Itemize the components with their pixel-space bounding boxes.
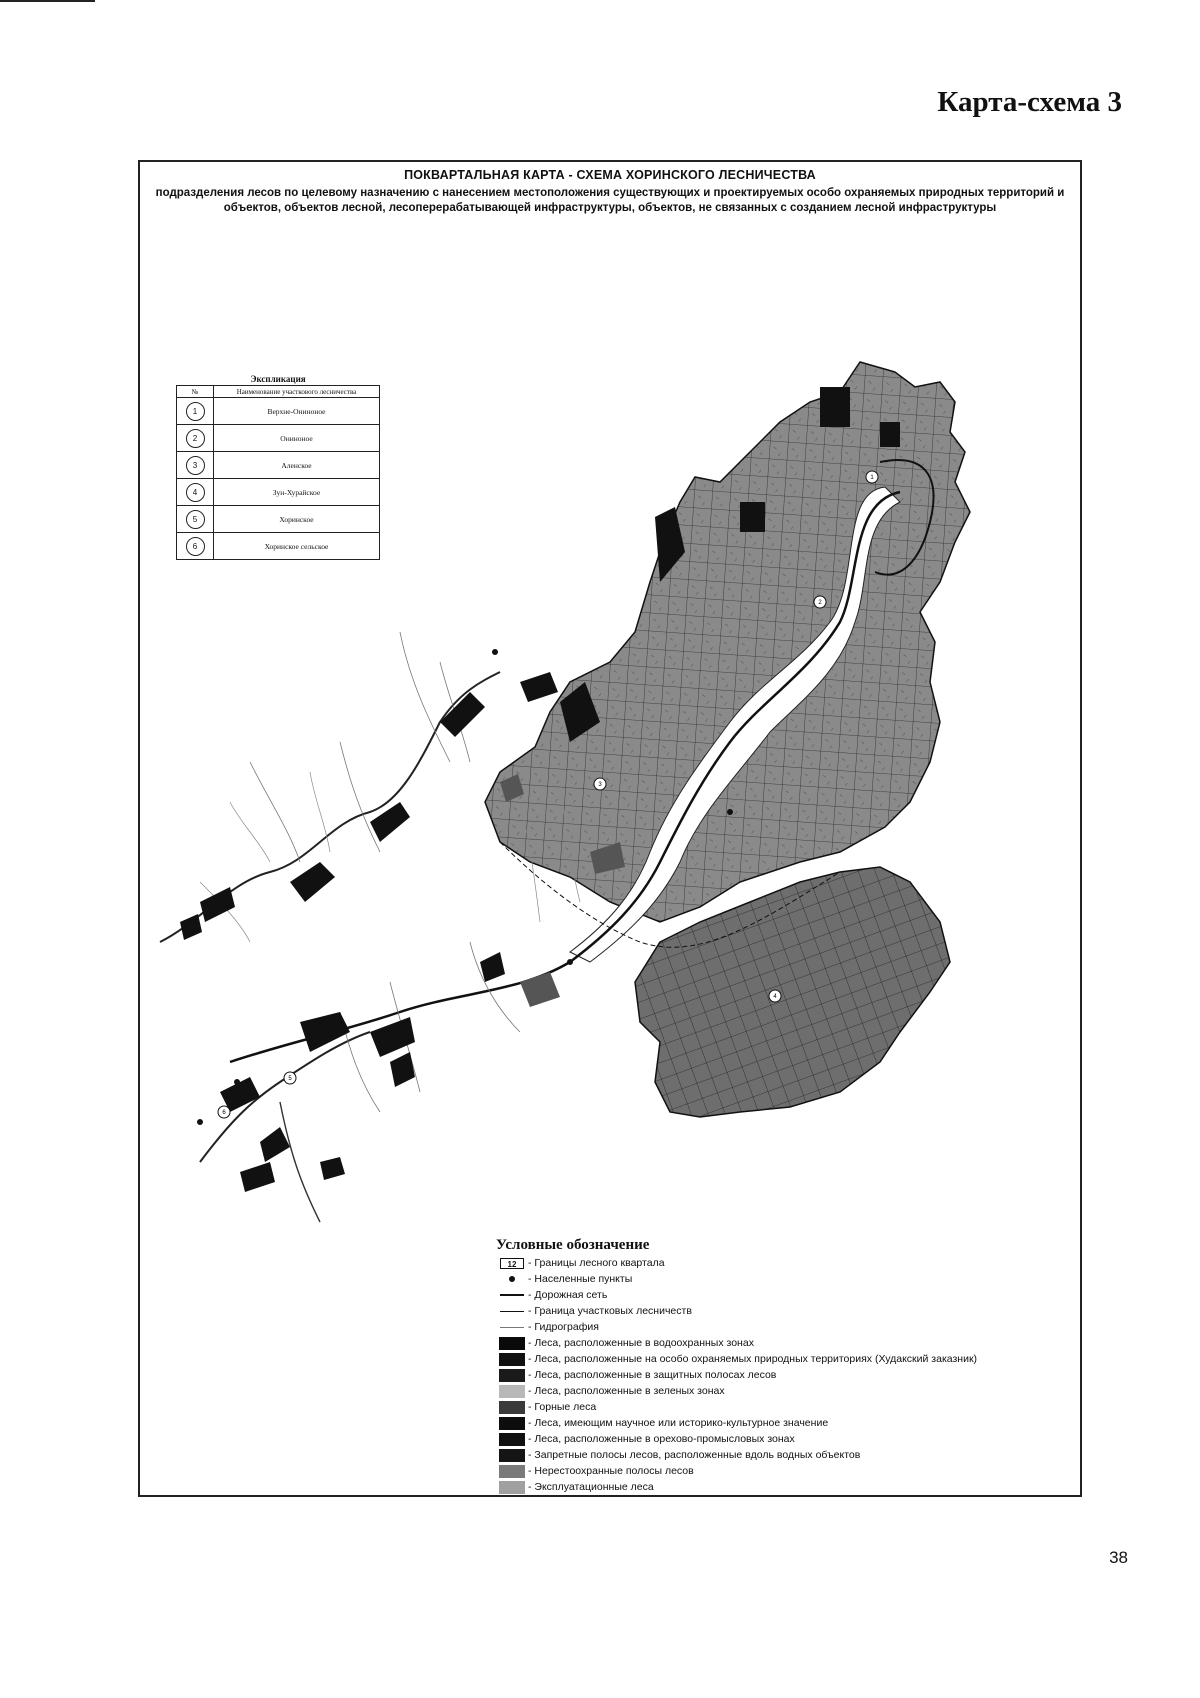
legend-symbol bbox=[496, 1400, 528, 1414]
district-marker-5 bbox=[284, 1072, 296, 1084]
legend-title: Условные обозначение bbox=[496, 1237, 650, 1253]
legend-item bbox=[496, 1447, 1076, 1463]
legend-item bbox=[496, 1399, 1076, 1415]
legend-symbol bbox=[496, 1416, 528, 1430]
quarter-number-sample: 12 bbox=[500, 1258, 524, 1269]
legend-item bbox=[496, 1351, 1076, 1367]
legend-label: - Леса, расположенные в орехово-промысловых зонах bbox=[528, 1433, 795, 1445]
settlement-symbol bbox=[509, 1276, 515, 1282]
fill-swatch bbox=[499, 1433, 525, 1446]
district-number-badge: 2 bbox=[186, 429, 205, 448]
protected-block bbox=[740, 502, 765, 532]
legend-label: - Горные леса bbox=[528, 1401, 597, 1413]
map-title: ПОКВАРТАЛЬНАЯ КАРТА - СХЕМА ХОРИНСКОГО ЛЕСНИЧЕСТВА bbox=[404, 168, 816, 182]
explication-row bbox=[177, 398, 380, 425]
legend-item bbox=[496, 1367, 1076, 1383]
explication-title: Экспликация bbox=[250, 374, 306, 384]
boundary-symbol bbox=[500, 1311, 524, 1312]
legend-symbol bbox=[496, 1384, 528, 1398]
legend-item bbox=[496, 1431, 1076, 1447]
district-marker-4 bbox=[769, 990, 781, 1002]
district-number-badge: 3 bbox=[186, 456, 205, 475]
legend-symbol bbox=[496, 1272, 528, 1286]
legend-label: - Населенные пункты bbox=[528, 1273, 633, 1285]
svg-text:1: 1 bbox=[870, 475, 874, 481]
fill-swatch bbox=[499, 1353, 525, 1366]
svg-text:6: 6 bbox=[222, 1110, 226, 1116]
fill-swatch bbox=[499, 1481, 525, 1494]
fill-swatch bbox=[499, 1417, 525, 1430]
fill-swatch bbox=[499, 1465, 525, 1478]
legend-item bbox=[496, 1319, 1076, 1335]
explication-row bbox=[177, 533, 380, 560]
fill-swatch bbox=[499, 1401, 525, 1414]
protected-block bbox=[820, 387, 850, 427]
legend-symbol bbox=[496, 1256, 528, 1270]
district-number-badge: 4 bbox=[186, 483, 205, 502]
district-name: Зун-Хурайское bbox=[214, 479, 380, 506]
map-legend bbox=[496, 1237, 1076, 1495]
explication-table bbox=[176, 374, 380, 560]
legend-symbol bbox=[496, 1448, 528, 1462]
road-symbol bbox=[500, 1294, 524, 1296]
legend-items bbox=[496, 1255, 1076, 1495]
legend-symbol bbox=[496, 1336, 528, 1350]
svg-text:3: 3 bbox=[598, 782, 602, 788]
legend-label: - Дорожная сеть bbox=[528, 1289, 608, 1301]
district-name: Верхне-Ониноное bbox=[214, 398, 380, 425]
legend-item bbox=[496, 1303, 1076, 1319]
legend-label: - Леса, расположенные в водоохранных зонах bbox=[528, 1337, 754, 1349]
legend-symbol bbox=[496, 1304, 528, 1318]
district-number-badge: 5 bbox=[186, 510, 205, 529]
svg-text:5: 5 bbox=[288, 1076, 292, 1082]
legend-item bbox=[496, 1479, 1076, 1495]
riparian-forests bbox=[180, 672, 558, 1192]
legend-symbol bbox=[496, 1480, 528, 1494]
legend-label: - Леса, имеющим научное или историко-культурное значение bbox=[528, 1417, 829, 1429]
legend-item bbox=[496, 1415, 1076, 1431]
district-name: Ониноное bbox=[214, 425, 380, 452]
legend-label: - Леса, расположенные в зеленых зонах bbox=[528, 1385, 725, 1397]
legend-label: - Нерестоохранные полосы лесов bbox=[528, 1465, 694, 1477]
fill-swatch bbox=[499, 1385, 525, 1398]
legend-item bbox=[496, 1335, 1076, 1351]
district-number-badge: 6 bbox=[186, 537, 205, 556]
district-marker-2 bbox=[814, 596, 826, 608]
explication-col-name: Наименование участкового лесничества bbox=[214, 386, 380, 398]
legend-label: - Запретные полосы лесов, расположенные вдоль водных объектов bbox=[528, 1449, 861, 1461]
district-number-badge: 1 bbox=[186, 402, 205, 421]
page-number: 38 bbox=[1109, 1548, 1128, 1567]
legend-symbol bbox=[496, 1288, 528, 1302]
legend-item bbox=[496, 1383, 1076, 1399]
explication-col-number: № bbox=[177, 386, 214, 398]
fill-swatch bbox=[499, 1369, 525, 1382]
protected-block bbox=[880, 422, 900, 447]
fill-swatch bbox=[499, 1337, 525, 1350]
svg-text:4: 4 bbox=[773, 994, 777, 1000]
legend-symbol bbox=[496, 1464, 528, 1478]
district-marker-6 bbox=[218, 1106, 230, 1118]
district-name: Хоринское bbox=[214, 506, 380, 533]
explication-row bbox=[177, 479, 380, 506]
top-rule bbox=[0, 0, 95, 2]
district-marker-3 bbox=[594, 778, 606, 790]
map-title-block bbox=[140, 168, 1080, 216]
legend-label: - Леса, расположенные на особо охраняемых природных территориях (Худакский заказник) bbox=[528, 1353, 978, 1365]
legend-label: - Границы лесного квартала bbox=[528, 1257, 665, 1269]
legend-item bbox=[496, 1287, 1076, 1303]
legend-item bbox=[496, 1463, 1076, 1479]
legend-label: - Эксплуатационные леса bbox=[528, 1481, 654, 1493]
legend-symbol bbox=[496, 1432, 528, 1446]
hydrography-symbol bbox=[500, 1327, 524, 1328]
explication-row bbox=[177, 506, 380, 533]
fill-swatch bbox=[499, 1449, 525, 1462]
legend-symbol bbox=[496, 1368, 528, 1382]
legend-item bbox=[496, 1271, 1076, 1287]
legend-symbol bbox=[496, 1320, 528, 1334]
svg-text:2: 2 bbox=[818, 600, 822, 606]
explication-grid bbox=[176, 385, 380, 560]
map-frame bbox=[138, 160, 1082, 1497]
legend-symbol bbox=[496, 1352, 528, 1366]
district-name: Аленское bbox=[214, 452, 380, 479]
explication-row bbox=[177, 425, 380, 452]
legend-item bbox=[496, 1255, 1076, 1271]
legend-label: - Граница участковых лесничеств bbox=[528, 1305, 692, 1317]
west-tributary bbox=[280, 1102, 320, 1222]
scheme-label: Карта-схема 3 bbox=[937, 86, 1122, 118]
legend-label: - Леса, расположенные в защитных полосах лесов bbox=[528, 1369, 777, 1381]
district-name: Хоринское сельское bbox=[214, 533, 380, 560]
legend-label: - Гидрография bbox=[528, 1321, 599, 1333]
map-subtitle: подразделения лесов по целевому назначению с нанесением местоположения существующих и проектируемых особо охраняемых природных территорий и объектов, объектов лесной, лесоперерабатывающей инфраструктуры, объектов, не связанных с созданием лесной инфраструктуры bbox=[155, 187, 1065, 214]
district-marker-1 bbox=[866, 471, 878, 483]
explication-row bbox=[177, 452, 380, 479]
